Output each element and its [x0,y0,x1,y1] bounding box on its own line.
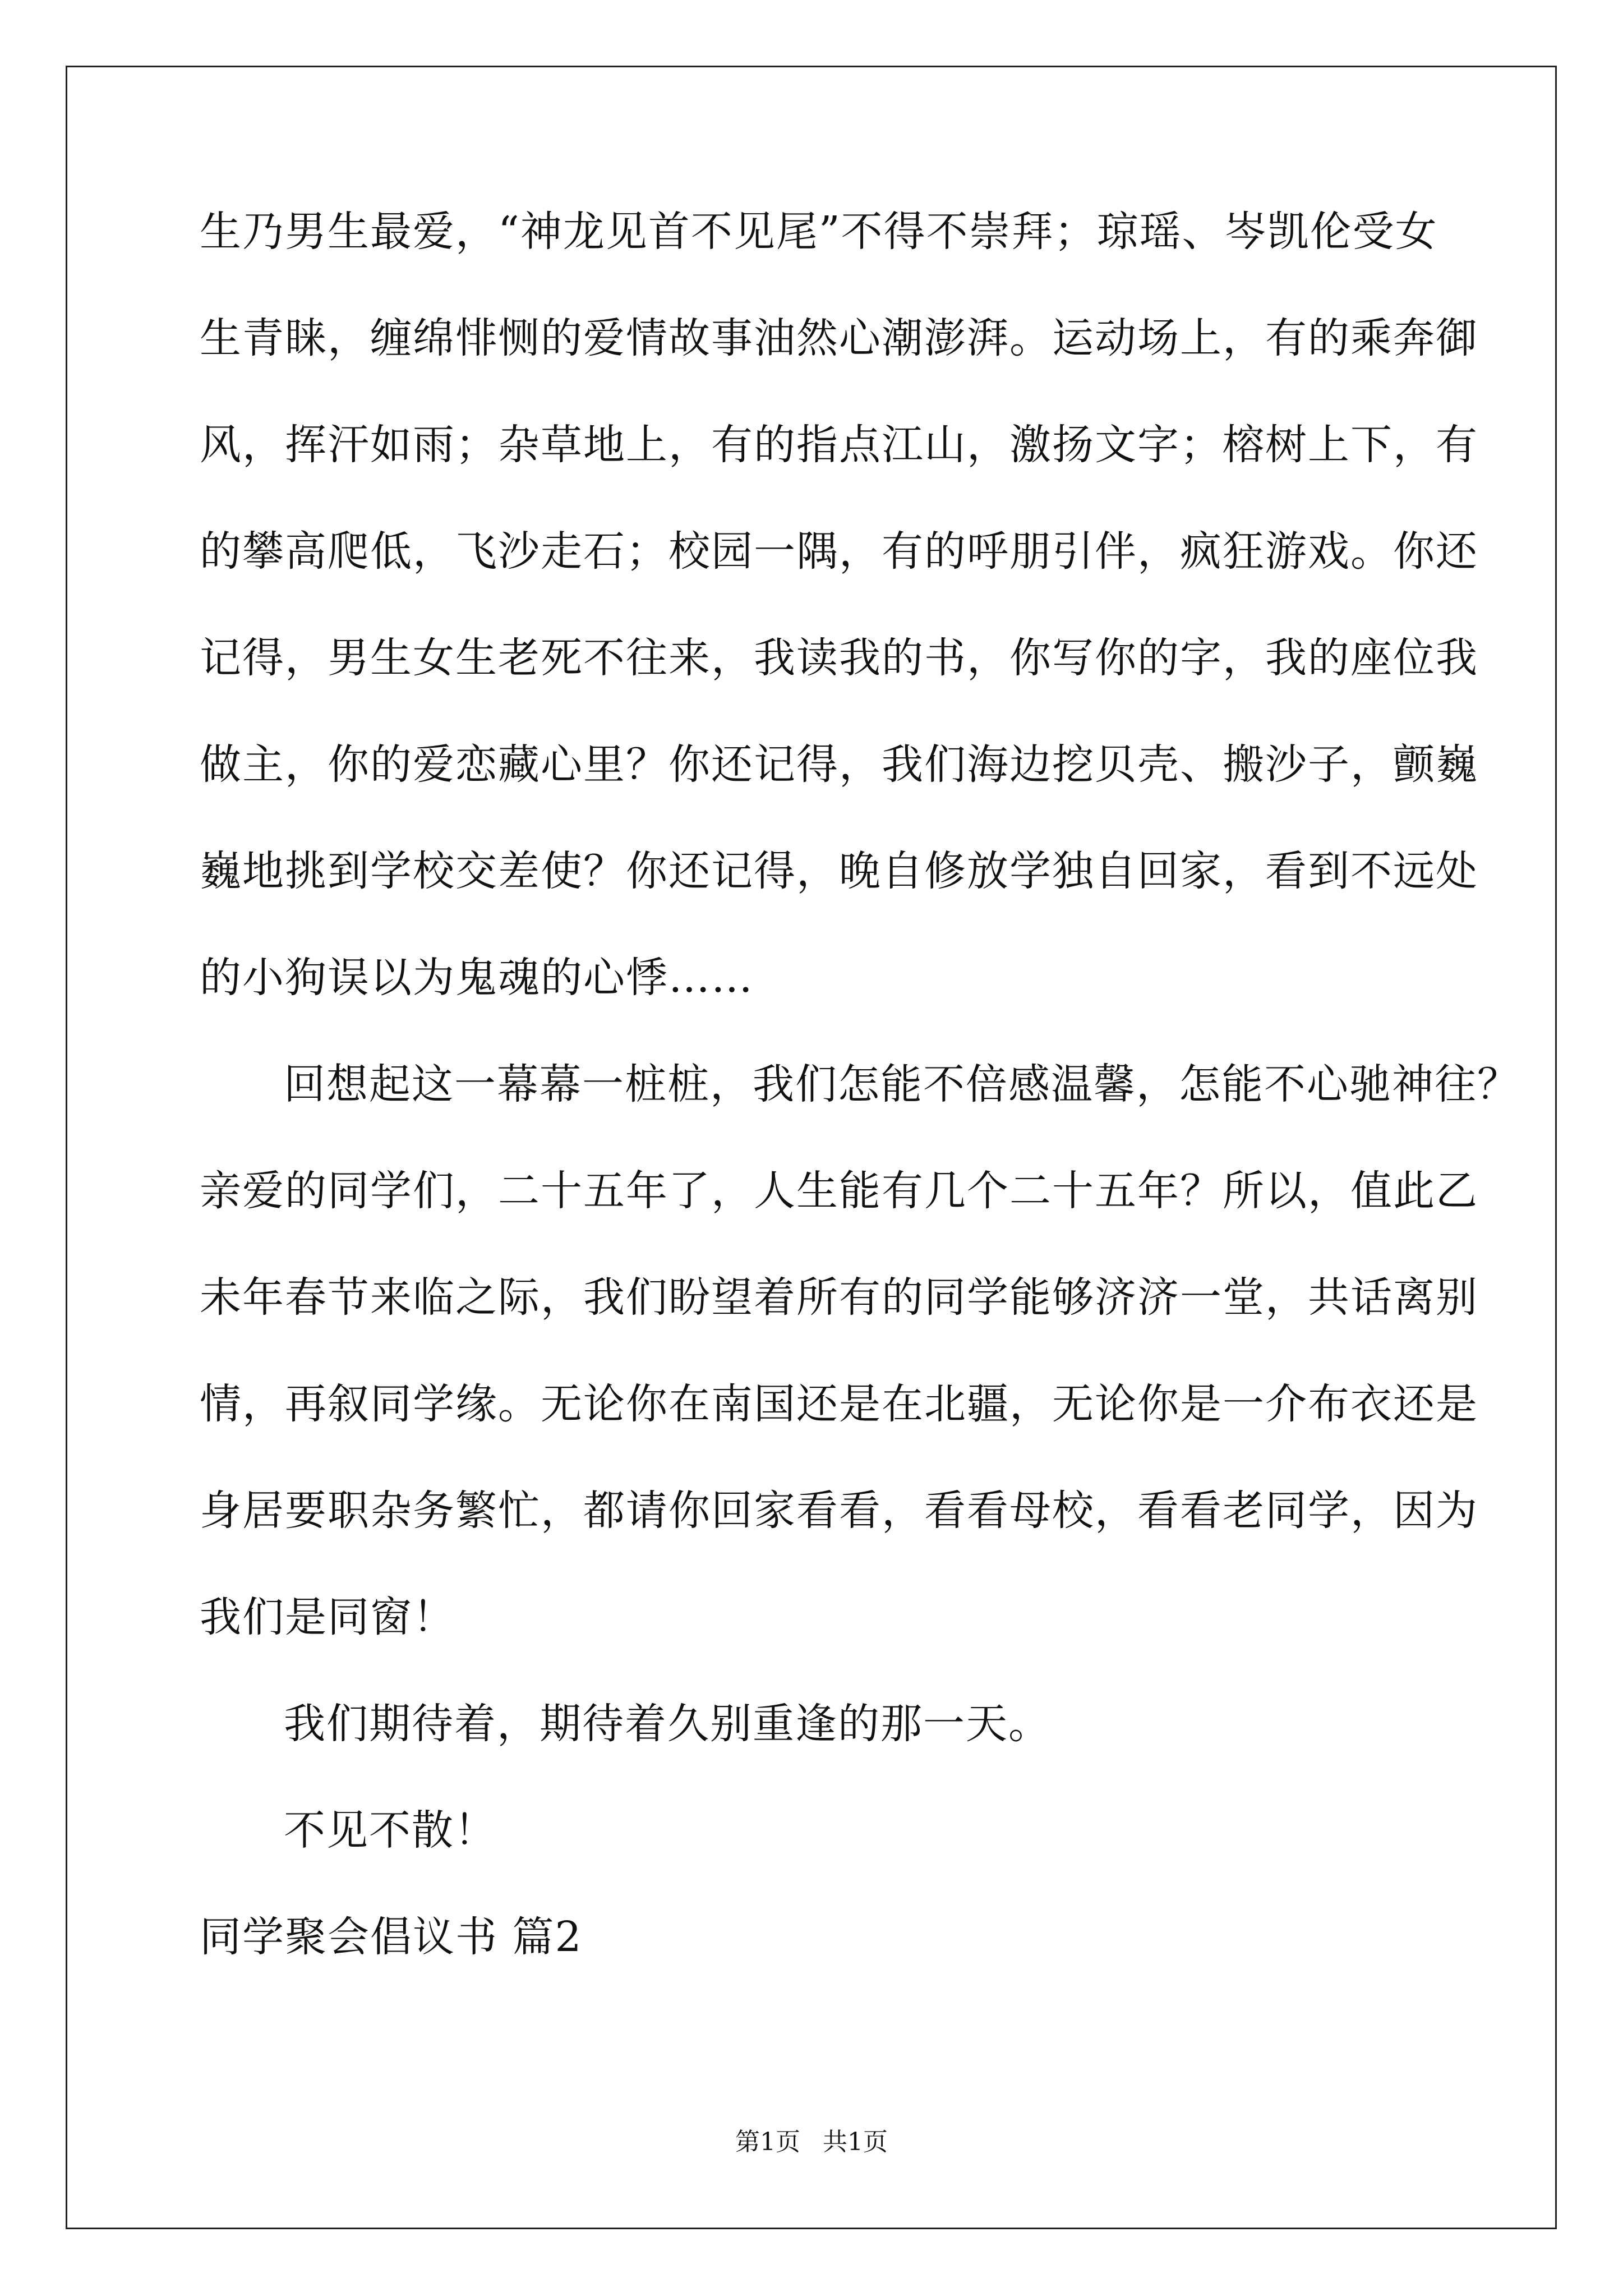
text-line-13: 身居要职杂务繁忙，都请你回家看看，看看母校，看看老同学，因为 [200,1487,1478,1535]
document-body [200,208,1520,2023]
text-line-12: 情，再叙同学缘。无论你在南国还是在北疆，无论你是一介布衣还是 [200,1380,1478,1428]
text-line-8: 的小狗误以为鬼魂的心悸…… [200,954,754,1002]
text-line-1: 生乃男生最爱，“神龙见首不见尾”不得不崇拜；琼瑶、岑凯伦受女 [200,208,1438,256]
section-heading: 同学聚会倡议书 篇2 [200,1913,583,1961]
text-line-7: 巍地挑到学校交差使？你还记得，晚自修放学独自回家，看到不远处 [200,847,1478,895]
text-line-14: 我们是同窗！ [200,1593,455,1641]
text-line-6: 做主，你的爱恋藏心里？你还记得，我们海边挖贝壳、搬沙子，颤巍 [200,740,1478,789]
text-line-10: 亲爱的同学们，二十五年了，人生能有几个二十五年？所以，值此乙 [200,1167,1478,1215]
paragraph-start-recall: 回想起这一幕幕一桩桩，我们怎能不倍感温馨，怎能不心驰神往？ [284,1060,1520,1108]
text-line-4: 的攀高爬低，飞沙走石；校园一隅，有的呼朋引伴，疯狂游戏。你还 [200,527,1478,576]
text-line-5: 记得，男生女生老死不往来，我读我的书，你写你的字，我的座位我 [200,634,1478,682]
text-line-2: 生青睐，缠绵悱恻的爱情故事油然心潮澎湃。运动场上，有的乘奔御 [200,314,1478,362]
page-total: 共1页 [823,2128,888,2156]
page-number: 第1页 [735,2128,800,2156]
text-line-11: 未年春节来临之际，我们盼望着所有的同学能够济济一堂，共话离别 [200,1273,1478,1322]
paragraph-looking-forward: 我们期待着，期待着久别重逢的那一天。 [284,1700,1051,1748]
paragraph-closing: 不见不散！ [284,1806,497,1855]
page-footer [0,2128,1623,2156]
text-line-3: 风，挥汗如雨；杂草地上，有的指点江山，激扬文字；榕树上下，有 [200,421,1478,469]
